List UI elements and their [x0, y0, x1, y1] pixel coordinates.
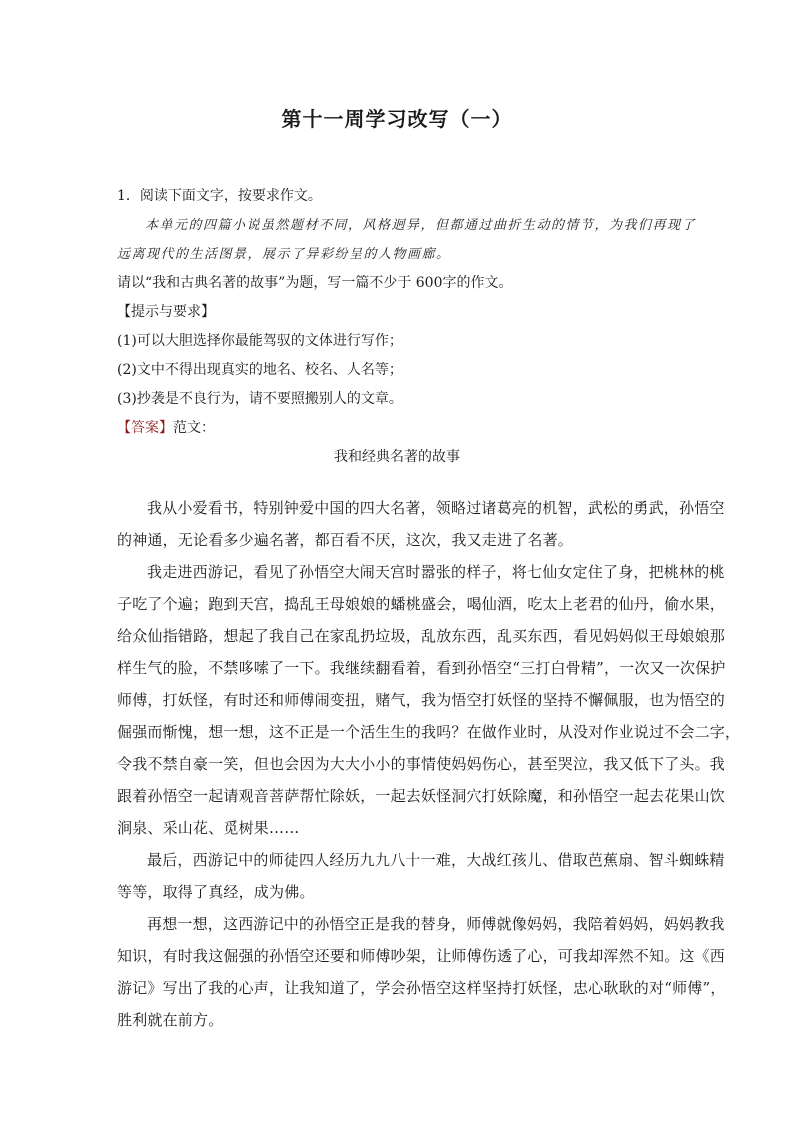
- answer-line: [117, 414, 677, 443]
- question-prompt: 1．阅读下面文字，按要求作文。: [117, 188, 322, 204]
- essay-line: 的神通，无论看多少遍名著，都百看不厌，这次，我又走进了名著。: [117, 531, 574, 549]
- essay-line: 涧泉、采山花、觅树果……: [117, 819, 300, 837]
- essay-title: 我和经典名著的故事: [334, 449, 460, 465]
- essay-line: 跟着孙悟空一起请观音菩萨帮忙除妖，一起去妖怪洞穴打妖除魔，和孙悟空一起去花果山饮: [117, 787, 726, 805]
- hints-header: 【提示与要求】: [117, 304, 215, 320]
- essay-body: [117, 492, 741, 1036]
- essay-line: 游记》写出了我的心声，让我知道了，学会孙悟空这样坚持打妖怪，忠心耿耿的对“师傅”，: [117, 979, 726, 997]
- material-line-2: 远离现代的生活图景，展示了异彩纷呈的人物画廊。: [117, 247, 451, 262]
- hint-item-1: (1)可以大胆选择你最能驾驭的文体进行写作；: [117, 333, 403, 349]
- essay-line: 胜利就在前方。: [117, 1011, 224, 1029]
- essay-line: 我从小爱看书，特别钟爱中国的四大名著，领略过诸葛亮的机智，武松的勇武，孙悟空: [147, 499, 725, 517]
- essay-line: 给众仙指错路，想起了我自己在家乱扔垃圾，乱放东西，乱买东西，看见妈妈似王母娘娘那: [117, 627, 726, 645]
- essay-line: 知识，有时我这倔强的孙悟空还要和师傅吵架，让师傅伤透了心，可我却浑然不知。这《西: [117, 947, 726, 965]
- essay-line: 师傅，打妖怪，有时还和师傅闹变扭，赌气，我为悟空打妖怪的坚持不懈佩服，也为悟空的: [117, 691, 726, 709]
- material-line-1: 本单元的四篇小说虽然题材不同，风格迥异，但都通过曲折生动的情节，为我们再现了: [145, 218, 697, 233]
- hint-item-2: (2)文中不得出现真实的地名、校名、人名等；: [117, 362, 403, 378]
- essay-line: 令我不禁自豪一笑，但也会因为大大小小的事情使妈妈伤心，甚至哭泣，我又低下了头。我: [117, 755, 726, 773]
- page-title: 第十一周学习改写（一）: [281, 107, 513, 131]
- essay-line: 再想一想，这西游记中的孙悟空正是我的替身，师傅就像妈妈，我陪着妈妈，妈妈教我: [147, 915, 725, 933]
- question-block: [117, 182, 697, 472]
- essay-line: 最后，西游记中的师徒四人经历九九八十一难，大战红孩儿、借取芭蕉扇、智斗蜘蛛精: [147, 851, 725, 869]
- essay-line: 样生气的脸，不禁哆嗦了一下。我继续翻看着，看到孙悟空“三打白骨精”，一次又一次保护: [117, 659, 726, 677]
- hint-item-3: (3)抄袭是不良行为，请不要照搬别人的文章。: [117, 391, 403, 407]
- essay-line: 我走进西游记，看见了孙悟空大闹天宫时嚣张的样子，将七仙女定住了身，把桃林的桃: [147, 563, 725, 581]
- question-task: 请以“我和古典名著的故事”为题，写一篇不少于 600字的作文。: [117, 275, 513, 291]
- essay-line: 子吃了个遍；跑到天宫，捣乱王母娘娘的蟠桃盛会，喝仙酒，吃太上老君的仙丹，偷水果，: [117, 595, 726, 613]
- essay-line: 倔强而惭愧，想一想，这不正是一个活生生的我吗？在做作业时，从没对作业说过不会二字，: [117, 723, 741, 741]
- answer-label: 范文：: [173, 420, 215, 436]
- essay-line: 等等，取得了真经，成为佛。: [117, 883, 315, 901]
- answer-tag: 【答案】: [117, 420, 173, 436]
